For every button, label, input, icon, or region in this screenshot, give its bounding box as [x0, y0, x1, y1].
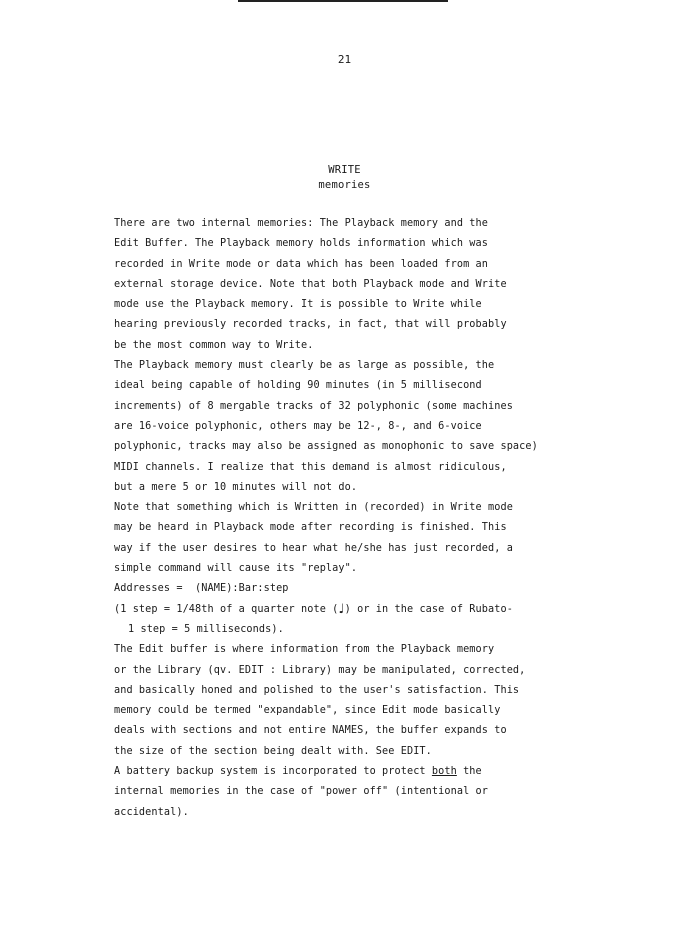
text-line: are 16-voice polyphonic, others may be 12-, 8-, and 6-voice [114, 420, 482, 432]
text-line: recorded in Write mode or data which has been loaded from an [114, 258, 489, 270]
text-line: There are two internal memories: The Playback memory and the [114, 218, 489, 229]
battery-text-before: A battery backup system is incorporated to protect [114, 766, 432, 778]
text-line: 1 step = 5 milliseconds). [128, 623, 284, 635]
section-subtitle: memories [318, 179, 371, 191]
text-line: simple command will cause its "replay". [114, 563, 358, 575]
text-line: Note that something which is Written in (recorded) in Write mode [114, 502, 513, 514]
text-line: Edit Buffer. The Playback memory holds information which was [114, 238, 489, 250]
text-line: internal memories in the case of "power off" (intentional or [114, 786, 489, 798]
text-line: be the most common way to Write. [114, 339, 314, 351]
page-number: 21 [337, 53, 352, 66]
text-line: ideal being capable of holding 90 minutes (in 5 millisecond [114, 380, 482, 392]
text-line: The Playback memory must clearly be as large as possible, the [114, 360, 495, 372]
step-text-before: (1 step = 1/48th of a quarter note ( [114, 603, 339, 615]
underlined-word: both [431, 766, 457, 778]
text-line: The Edit buffer is where information from the Playback memory [114, 644, 495, 656]
text-line: or the Library (qv. EDIT : Library) may be manipulated, corrected, [114, 664, 526, 676]
text-line: hearing previously recorded tracks, in fact, that will probably [114, 319, 507, 331]
text-line: memory could be termed "expandable", since Edit mode basically [114, 705, 501, 717]
battery-text-after: the [456, 766, 482, 778]
top-edge-rule [238, 0, 448, 2]
text-line: may be heard in Playback mode after recording is finished. This [114, 522, 507, 534]
text-line: deals with sections and not entire NAMES, the buffer expands to [114, 725, 507, 737]
battery-line [114, 762, 594, 782]
text-line: the size of the section being dealt with. See EDIT. [114, 745, 432, 757]
text-line: polyphonic, tracks may also be assigned as monophonic to save space) [114, 441, 538, 453]
addresses-line: Addresses = (NAME):Bar:step [114, 583, 289, 595]
section-title: WRITE [328, 164, 361, 176]
step-text-after: ) or in the case of Rubato- [344, 603, 513, 615]
step-definition-line [114, 600, 594, 620]
text-line: but a mere 5 or 10 minutes will not do. [114, 481, 358, 493]
text-line: mode use the Playback memory. It is possible to Write while [114, 299, 482, 311]
text-line: increments) of 8 mergable tracks of 32 polyphonic (some machines [114, 400, 513, 412]
text-line: MIDI channels. I realize that this demand is almost ridiculous, [114, 461, 507, 473]
quarter-note-icon: ♩ [338, 601, 345, 617]
text-line: accidental). [114, 806, 189, 818]
text-line: way if the user desires to hear what he/she has just recorded, a [114, 542, 513, 554]
text-line: external storage device. Note that both Playback mode and Write [114, 278, 507, 290]
text-line: and basically honed and polished to the user's satisfaction. This [114, 684, 520, 696]
body-text [114, 214, 594, 823]
